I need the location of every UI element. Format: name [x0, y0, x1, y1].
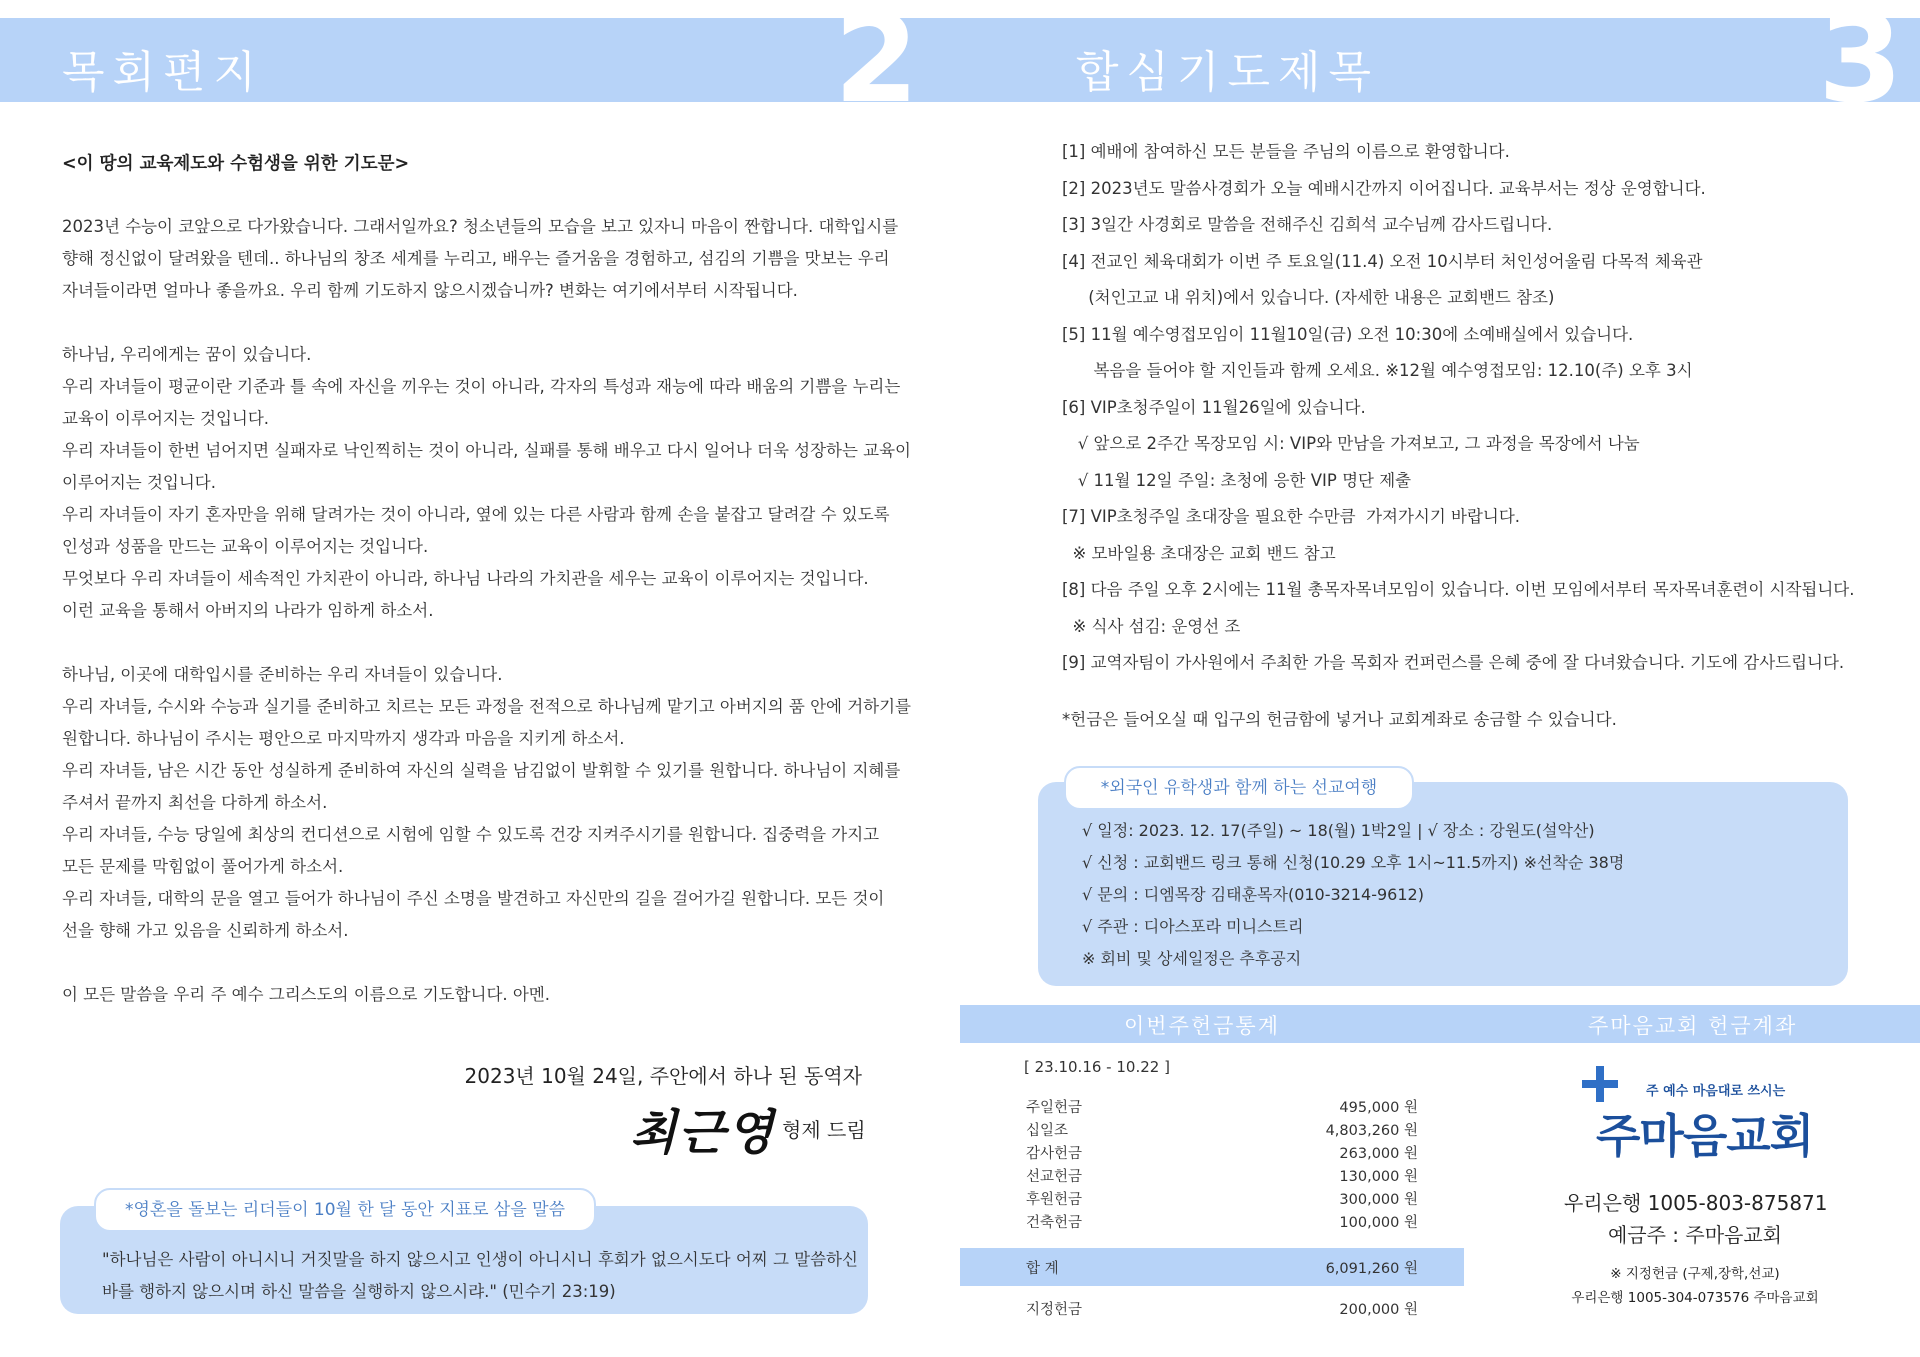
announcement-item: [1] 예배에 참여하신 모든 분들을 주님의 이름으로 환영합니다. — [1062, 142, 1510, 161]
signoff: 형제 드림 — [782, 1118, 866, 1142]
stats-label: 선교헌금 — [1026, 1169, 1083, 1185]
letter-line: 주셔서 끝까지 최선을 다하게 하소서. — [62, 793, 328, 812]
announcement-item: [4] 전교인 체육대회가 이번 주 토요일(11.4) 오전 10시부터 처인성어울림 다목적 체육관 — [1062, 251, 1703, 271]
stats-label: 건축헌금 — [1026, 1215, 1083, 1231]
announcement-item: [2] 2023년도 말씀사경회가 오늘 예배시간까지 이어집니다. 교육부서는 정상 운영합니다. — [1062, 178, 1706, 198]
stats-row — [1026, 1188, 1418, 1211]
mission-line: √ 문의 : 디엠목장 김태훈목자(010-3214-9612) — [1082, 885, 1424, 904]
offering-note: *헌금은 들어오실 때 입구의 헌금함에 넣거나 교회계좌로 송금할 수 있습니다. — [1062, 710, 1617, 729]
letter-line: 선을 향해 가고 있음을 신뢰하게 하소서. — [62, 921, 349, 940]
letter-paragraph — [62, 339, 911, 627]
right-header-title: 합심기도제목 — [1076, 47, 1380, 98]
account-title: 주마음교회 헌금계좌 — [1588, 1014, 1798, 1038]
letter-line: 우리 자녀들이 평균이란 기준과 틀 속에 자신을 끼우는 것이 아니라, 각자의 특성과 재능에 따라 배움의 기쁨을 누리는 — [62, 377, 901, 396]
verse-text — [102, 1244, 858, 1308]
announcement-item: [6] VIP초청주일이 11월26일에 있습니다. — [1062, 397, 1366, 417]
letter-line: 우리 자녀들, 수능 당일에 최상의 컨디션으로 시험에 임할 수 있도록 건강 지켜주시기를 원합니다. 집중력을 가지고 — [62, 825, 880, 844]
verse-line: "하나님은 사람이 아니시니 거짓말을 하지 않으시고 인생이 아니시니 후회가 없으시도다 어찌 그 말씀하신 — [102, 1250, 858, 1269]
letter-line: 하나님, 우리에게는 꿈이 있습니다. — [62, 345, 312, 364]
letter-line: 우리 자녀들, 남은 시간 동안 성실하게 준비하여 자신의 실력을 남김없이 발휘할 수 있기를 원합니다. 하나님이 지혜를 — [62, 761, 901, 780]
letter-line: 우리 자녀들이 자기 혼자만을 위해 달려가는 것이 아니라, 옆에 있는 다른 사람과 함께 손을 붙잡고 달려갈 수 있도록 — [62, 505, 890, 524]
left-page-number: 2 — [834, 0, 919, 130]
letter-line: 향해 정신없이 달려왔을 텐데.. 하나님의 창조 세계를 누리고, 배우는 즐거움을 경험하고, 섬김의 기쁨을 맛보는 우리 — [62, 249, 890, 268]
logo-name: 주마음교회 — [1596, 1109, 1814, 1163]
letter-paragraph — [62, 659, 911, 947]
announcement-item: √ 앞으로 2주간 목장모임 시: VIP와 만남을 가져보고, 그 과정을 목장에서 나눔 — [1062, 434, 1640, 453]
letter-paragraph — [62, 979, 882, 1011]
stats-label: 후원헌금 — [1026, 1192, 1083, 1208]
stats-value: 100,000 원 — [1339, 1215, 1418, 1231]
letter-line: 교육이 이루어지는 것입니다. — [62, 409, 270, 428]
letter-line: 모든 문제를 막힘없이 풀어가게 하소서. — [62, 857, 344, 876]
stats-title: 이번주헌금통계 — [1124, 1014, 1281, 1038]
stats-label: 감사헌금 — [1026, 1146, 1083, 1162]
total-value: 6,091,260 원 — [1325, 1261, 1418, 1277]
announcement-item: (처인고교 내 위치)에서 있습니다. (자세한 내용은 교회밴드 참조) — [1062, 288, 1555, 307]
mission-line: ※ 회비 및 상세일정은 추후공지 — [1082, 949, 1302, 968]
designated-value: 200,000 원 — [1339, 1302, 1418, 1318]
bank-account: 우리은행 1005-803-875871 — [1564, 1191, 1828, 1215]
mission-line: √ 신청 : 교회밴드 링크 통해 신청(10.29 오후 1시~11.5까지) ※선착순 38명 — [1082, 853, 1625, 872]
letter-line: 2023년 수능이 코앞으로 다가왔습니다. 그래서일까요? 청소년들의 모습을 보고 있자니 마음이 짠합니다. 대학입시를 — [62, 217, 899, 236]
announcement-item: [5] 11월 예수영접모임이 11월10일(금) 오전 10:30에 소예배실에서 있습니다. — [1062, 324, 1634, 344]
designated-row — [1026, 1298, 1418, 1321]
letter-paragraph — [62, 211, 899, 307]
stats-row — [1026, 1096, 1418, 1119]
stats-period: [ 23.10.16 - 10.22 ] — [1024, 1058, 1170, 1076]
letter-line: 하나님, 이곳에 대학입시를 준비하는 우리 자녀들이 있습니다. — [62, 665, 503, 684]
stats-value: 263,000 원 — [1339, 1146, 1418, 1162]
designated-account: 우리은행 1005-304-073576 주마음교회 — [1571, 1290, 1819, 1306]
church-logo — [1580, 1066, 1814, 1163]
letter-date-line: 2023년 10월 24일, 주안에서 하나 된 동역자 — [464, 1064, 862, 1088]
letter-line: 우리 자녀들이 한번 넘어지면 실패자로 낙인찍히는 것이 아니라, 실패를 통해 배우고 다시 일어나 더욱 성장하는 교육이 — [62, 441, 911, 460]
total-row — [1026, 1257, 1418, 1280]
announcement-item: [8] 다음 주일 오후 2시에는 11월 총목자목녀모임이 있습니다. 이번 모임에서부터 목자목녀훈련이 시작됩니다. — [1062, 580, 1855, 599]
stats-value: 300,000 원 — [1339, 1192, 1418, 1208]
designated-note: ※ 지정헌금 (구제,장학,선교) — [1610, 1266, 1780, 1282]
announcement-item: 복음을 들어야 할 지인들과 함께 오세요. ※12월 예수영접모임: 12.10(주) 오후 3시 — [1062, 361, 1693, 380]
letter-title: <이 땅의 교육제도와 수험생을 위한 기도문> — [62, 154, 410, 174]
stats-value: 130,000 원 — [1339, 1169, 1418, 1185]
stats-row — [1026, 1165, 1418, 1188]
stats-value: 495,000 원 — [1339, 1100, 1418, 1116]
stats-label: 주일헌금 — [1026, 1100, 1083, 1116]
stats-label: 십일조 — [1026, 1123, 1069, 1139]
left-header-title: 목회편지 — [62, 47, 265, 98]
signature: 최근영 — [630, 1105, 776, 1161]
logo-tagline: 주 예수 마음대로 쓰시는 — [1646, 1084, 1786, 1099]
announcement-item: ※ 식사 섬김: 운영선 조 — [1062, 616, 1241, 636]
account-holder: 예금주 : 주마음교회 — [1607, 1223, 1782, 1247]
mission-line: √ 주관 : 디아스포라 미니스트리 — [1082, 917, 1304, 936]
mission-tab: *외국인 유학생과 함께 하는 선교여행 — [1064, 766, 1414, 810]
mission-line: √ 일정: 2023. 12. 17(주일) ~ 18(월) 1박2일 | √ 장소 : 강원도(설악산) — [1082, 821, 1595, 840]
verse-tab: *영혼을 돌보는 리더들이 10월 한 달 동안 지표로 삼을 말씀 — [94, 1188, 596, 1232]
designated-label: 지정헌금 — [1026, 1302, 1083, 1318]
letter-line: 자녀들이라면 얼마나 좋을까요. 우리 함께 기도하지 않으시겠습니까? 변화는 여기에서부터 시작됩니다. — [62, 281, 798, 300]
letter-line: 우리 자녀들, 수시와 수능과 실기를 준비하고 치르는 모든 과정을 전적으로 하나님께 맡기고 아버지의 품 안에 거하기를 — [62, 697, 911, 716]
stats-row — [1026, 1211, 1418, 1234]
announcement-item: [9] 교역자팀이 가사원에서 주최한 가을 목회자 컨퍼런스를 은혜 중에 잘 다녀왔습니다. 기도에 감사드립니다. — [1062, 653, 1845, 672]
letter-body — [62, 211, 911, 1043]
verse-line: 바를 행하지 않으시며 하신 말씀을 실행하지 않으시랴." (민수기 23:19) — [102, 1282, 616, 1301]
announcement-item: ※ 모바일용 초대장은 교회 밴드 참고 — [1062, 543, 1336, 563]
letter-line: 이런 교육을 통해서 아버지의 나라가 임하게 하소서. — [62, 601, 434, 620]
letter-line: 원합니다. 하나님이 주시는 평안으로 마지막까지 생각과 마음을 지키게 하소서. — [62, 729, 625, 748]
stats-row — [1026, 1119, 1418, 1142]
stats-row — [1026, 1142, 1418, 1165]
letter-line: 무엇보다 우리 자녀들이 세속적인 가치관이 아니라, 하나님 나라의 가치관을 세우는 교육이 이루어지는 것입니다. — [62, 569, 869, 588]
right-page-number: 3 — [1818, 0, 1903, 130]
announcement-item: [3] 3일간 사경회로 말씀을 전해주신 김희석 교수님께 감사드립니다. — [1062, 215, 1553, 234]
letter-line: 우리 자녀들, 대학의 문을 열고 들어가 하나님이 주신 소명을 발견하고 자신만의 길을 걸어가길 원합니다. 모든 것이 — [62, 889, 885, 908]
letter-line: 이 모든 말씀을 우리 주 예수 그리스도의 이름으로 기도합니다. 아멘. — [62, 985, 551, 1004]
stats-value: 4,803,260 원 — [1325, 1123, 1418, 1139]
letter-line: 이루어지는 것입니다. — [62, 473, 216, 492]
announcement-item: [7] VIP초청주일 초대장을 필요한 수만큼 가져가시기 바랍니다. — [1062, 507, 1521, 526]
total-label: 합 계 — [1026, 1261, 1059, 1277]
letter-line: 인성과 성품을 만드는 교육이 이루어지는 것입니다. — [62, 537, 429, 556]
announcement-item: √ 11월 12일 주일: 초청에 응한 VIP 명단 제출 — [1062, 470, 1412, 490]
